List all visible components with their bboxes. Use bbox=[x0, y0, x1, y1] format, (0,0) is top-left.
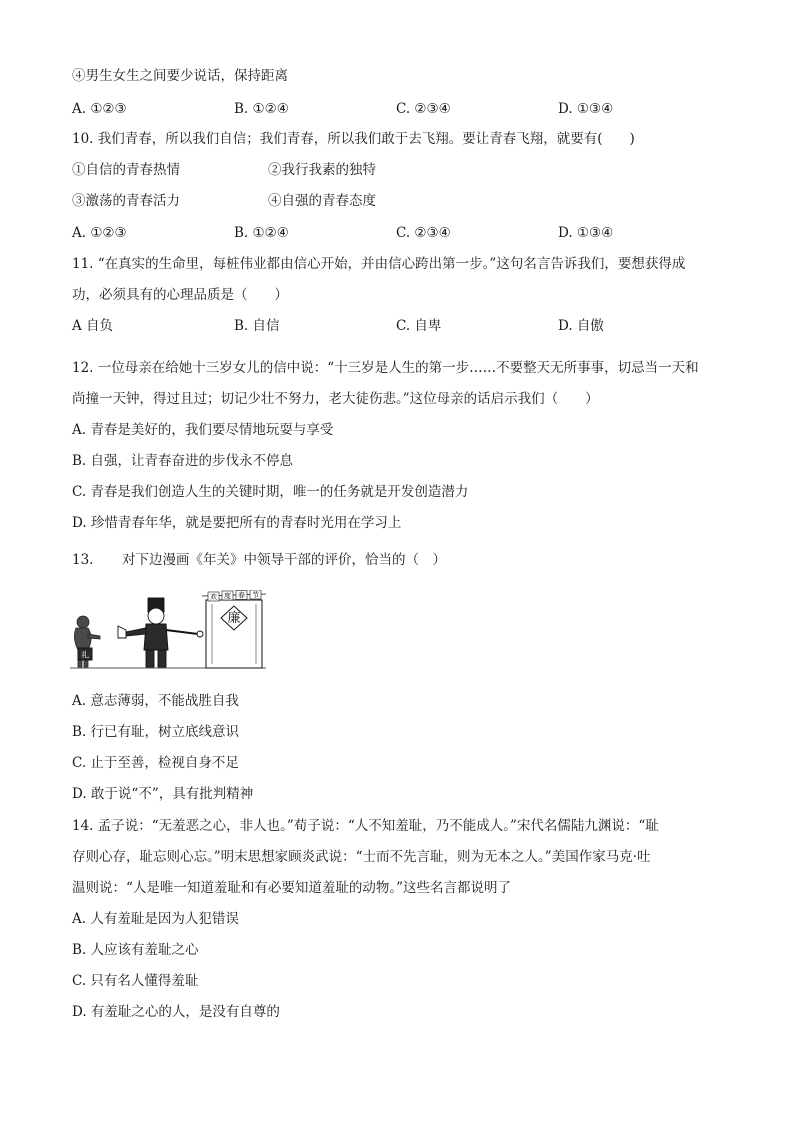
q9-option-a: A. ①②③ bbox=[72, 101, 127, 117]
banner-char-3: 春 bbox=[238, 591, 245, 600]
q9-option-b: B. ①②④ bbox=[234, 101, 289, 117]
q14-stem-line-2: 存则心存，耻忘则心忘。”明末思想家顾炎武说：“士而不先言耻，则为无本之人。”美国作家马克·吐 bbox=[72, 849, 651, 865]
q13-option-d: D. 敢于说“不”，具有批判精神 bbox=[72, 786, 254, 802]
q10-item-3: ③激荡的青春活力 bbox=[72, 193, 180, 209]
q9-item-4: ④男生女生之间要少说话，保持距离 bbox=[72, 68, 288, 84]
q11-stem-line-2: 功，必须具有的心理品质是（ ） bbox=[72, 287, 288, 303]
banner-char-2: 度 bbox=[224, 592, 231, 600]
official-figure bbox=[118, 598, 203, 667]
q10-item-1: ①自信的青春热情 bbox=[72, 162, 180, 178]
q10-option-b: B. ①②④ bbox=[234, 225, 289, 241]
q10-option-c: C. ②③④ bbox=[396, 225, 451, 241]
q12-option-c: C. 青春是我们创造人生的关键时期，唯一的任务就是开发创造潜力 bbox=[72, 484, 469, 500]
q9-option-d: D. ①③④ bbox=[558, 101, 614, 117]
q11-stem-line-1: 11. “在真实的生命里，每桩伟业都由信心开始，并由信心跨出第一步。”这句名言告诉我们，要想获得成 bbox=[72, 256, 686, 272]
q11-option-c: C. 自卑 bbox=[396, 318, 442, 334]
q13-option-b: B. 行已有耻，树立底线意识 bbox=[72, 724, 240, 740]
q11-option-d: D. 自傲 bbox=[558, 318, 604, 334]
q13-stem: 对下边漫画《年关》中领导干部的评价，恰当的（ ） bbox=[122, 552, 446, 568]
q14-option-c: C. 只有名人懂得羞耻 bbox=[72, 973, 199, 989]
q14-stem-line-3: 温则说：“人是唯一知道羞耻和有必要知道羞耻的动物。”这些名言都说明了 bbox=[72, 880, 512, 896]
q12-stem-line-1: 12. 一位母亲在给她十三岁女儿的信中说：“十三岁是人生的第一步……不要整天无所事事，切忌当一天和 bbox=[72, 360, 699, 376]
banner-char-4: 节 bbox=[252, 591, 259, 599]
door-lian-text: 廉 bbox=[227, 611, 241, 626]
q10-stem: 10. 我们青春，所以我们自信；我们青春，所以我们敢于去飞翔。要让青春飞翔，就要有( ) bbox=[72, 131, 635, 147]
q11-option-b: B. 自信 bbox=[234, 318, 280, 334]
q14-option-b: B. 人应该有羞耻之心 bbox=[72, 942, 199, 958]
q12-option-b: B. 自强，让青春奋进的步伐永不停息 bbox=[72, 453, 294, 469]
q10-item-2: ②我行我素的独特 bbox=[268, 162, 376, 178]
q12-option-a: A. 青春是美好的，我们要尽情地玩耍与享受 bbox=[72, 422, 334, 438]
q13-number: 13. bbox=[72, 552, 94, 568]
q14-option-d: D. 有羞耻之心的人，是没有自尊的 bbox=[72, 1004, 280, 1020]
q11-option-a: A 自负 bbox=[72, 318, 114, 334]
q10-item-4: ④自强的青春态度 bbox=[268, 193, 376, 209]
q10-option-a: A. ①②③ bbox=[72, 225, 127, 241]
q12-option-d: D. 珍惜青春年华，就是要把所有的青春时光用在学习上 bbox=[72, 515, 402, 531]
q14-stem-line-1: 14. 孟子说：“无羞恶之心，非人也。”荀子说：“人不知羞耻，乃不能成人。”宋代名儒陆九渊说：“耻 bbox=[72, 818, 659, 834]
banner-char-1: 欢 bbox=[210, 593, 217, 601]
q12-stem-line-2: 尚撞一天钟，得过且过；切记少壮不努力，老大徒伤悲。”这位母亲的话启示我们（ ） bbox=[72, 391, 599, 407]
q14-option-a: A. 人有羞耻是因为人犯错误 bbox=[72, 911, 239, 927]
q13-option-a: A. 意志薄弱，不能战胜自我 bbox=[72, 693, 239, 709]
q9-option-c: C. ②③④ bbox=[396, 101, 451, 117]
festival-banner bbox=[202, 590, 266, 601]
gift-label: 礼 bbox=[81, 650, 89, 660]
q10-option-d: D. ①③④ bbox=[558, 225, 614, 241]
cartoon-image bbox=[70, 590, 266, 672]
q13-option-c: C. 止于至善，检视自身不足 bbox=[72, 755, 239, 771]
